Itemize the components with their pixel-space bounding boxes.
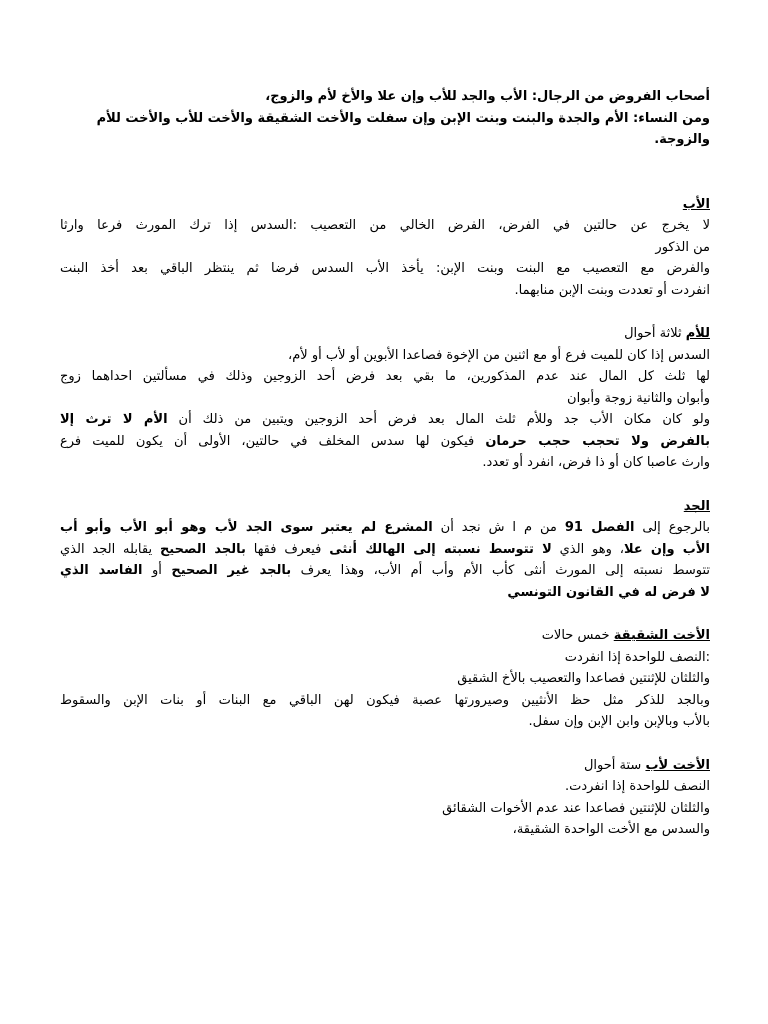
mother-line-5	[60, 431, 710, 453]
mother-line-4-text: ولو كان مكان الأب جد وللأم ثلث المال بعد فرض أحد الزوجين ويتبين من ذلك أن	[167, 412, 710, 427]
mother-line-4	[60, 409, 710, 431]
grandfather-line-4: لا فرض له في القانون التونسي	[507, 584, 710, 600]
father-line-4: انفردت أو تعددت وبنت الإبن منابهما.	[514, 282, 710, 298]
grandfather-line-1-bold: المشرع لم يعتبر سوى الجد لأب وهو أبو الأب وأبو أب	[60, 520, 433, 535]
full-sister-heading-line	[60, 625, 710, 647]
father-line-3: والفرض مع التعصيب مع البنت وبنت الإبن: يأخذ الأب السدس فرضا ثم ينتظر الباقي بعد أخذ البنت	[60, 261, 710, 276]
grandfather-line-2-part: فيعرف فقها	[245, 541, 330, 557]
grandfather-line-2-bold: بالجد الصحيح	[159, 541, 246, 557]
mother-heading-rest: ثلاثة أحوال	[624, 326, 686, 341]
full-sister-heading: الأخت الشقيقة	[613, 628, 710, 643]
paternal-sister-line-3: والسدس مع الأخت الواحدة الشقيقة،	[512, 822, 710, 837]
intro-line-2: ومن النساء: الأم والجدة والبنت وبنت الإبن وإن سفلت والأخت الشقيقة والأخت للأب والأخت للأم	[96, 110, 710, 126]
intro-line-1: أصحاب الفروض من الرجال: الأب والجد للأب وإن علا والأخ لأم والزوج،	[265, 89, 710, 104]
mother-line-3: وأبوان والثانية زوجة وأبوان	[567, 390, 710, 406]
mother-line-6: وارث عاصبا كان أو ذا فرض، انفرد أو تعدد.	[482, 455, 710, 470]
mother-line-4-bold: الأم لا ترث إلا	[60, 412, 168, 427]
paternal-sister-line-2: والثلثان للإثنتين فصاعدا عند عدم الأخوات الشقائق	[442, 800, 710, 816]
mother-line-5-bold: بالفرض ولا تحجب حجب حرمان	[485, 433, 710, 449]
grandfather-line-3	[60, 560, 710, 582]
father-line-2: من الذكور	[655, 239, 710, 255]
full-sister-line-1: :النصف للواحدة إذا انفردت	[564, 649, 710, 665]
full-sister-line-3: وبالجد للذكر مثل حظ الأنثيين وصيرورتها عصبة فيكون لهن الباقي مع البنات أو بنات الإبن والسقوط	[60, 692, 710, 708]
father-line-1: لا يخرج عن حالتين في الفرض، الفرض الخالي من التعصيب :السدس إذا ترك المورث فرعا وارثا	[60, 218, 710, 233]
full-sister-line-2: والثلثان للإثنتين فصاعدا والتعصيب بالأخ الشقيق	[457, 671, 710, 686]
mother-line-5-text: فيكون لها سدس المخلف في حالتين، الأولى أن يكون للميت فرع	[60, 433, 486, 449]
grandfather-line-1-part: بالرجوع إلى	[634, 520, 710, 535]
paternal-sister-heading-line	[60, 755, 710, 777]
grandfather-heading: الجد	[683, 498, 710, 514]
grandfather-line-2-bold: الأب وإن علا	[623, 541, 710, 557]
grandfather-line-2-part: ، وهو الذي	[551, 541, 624, 557]
grandfather-article-ref: الفصل 91	[564, 520, 635, 535]
grandfather-line-3-bold: الفاسد الذي	[60, 563, 143, 578]
grandfather-line-2-bold: لا تتوسط نسبته إلى الهالك أنثى	[329, 541, 552, 557]
paternal-sister-heading: الأخت لأب	[645, 757, 710, 773]
mother-line-2: لها ثلث كل المال عند عدم المذكورين، ما بقي بعد فرض أحد الزوجين وذلك في مسألتين احداهما زوج	[60, 369, 710, 384]
grandfather-line-1-part: من م ا ش نجد أن	[432, 520, 565, 535]
grandfather-line-2-part: يقابله الجد الذي	[60, 541, 160, 557]
father-heading: الأب	[682, 196, 710, 212]
full-sister-heading-rest: خمس حالات	[541, 628, 614, 643]
mother-heading: للأم	[685, 326, 710, 341]
paternal-sister-heading-rest: ستة أحوال	[583, 757, 646, 773]
intro-line-3: والزوجة.	[654, 132, 710, 147]
grandfather-line-3-part: تتوسط نسبته إلى المورث أنثى كأب الأم وأب أم الأب، وهذا يعرف	[291, 563, 710, 578]
grandfather-line-3-bold: بالجد غير الصحيح	[171, 563, 292, 578]
paternal-sister-line-1: النصف للواحدة إذا انفردت.	[564, 779, 710, 794]
grandfather-line-2	[60, 539, 710, 561]
mother-heading-line	[60, 323, 710, 345]
full-sister-line-4: بالأب وبالإبن وابن الإبن وإن سفل.	[528, 714, 710, 729]
grandfather-line-1	[60, 517, 710, 539]
grandfather-line-3-part: أو	[142, 563, 172, 578]
mother-line-1: السدس إذا كان للميت فرع أو مع اثنين من الإخوة فصاعدا الأبوين أو لأب أو لأم،	[288, 347, 710, 363]
